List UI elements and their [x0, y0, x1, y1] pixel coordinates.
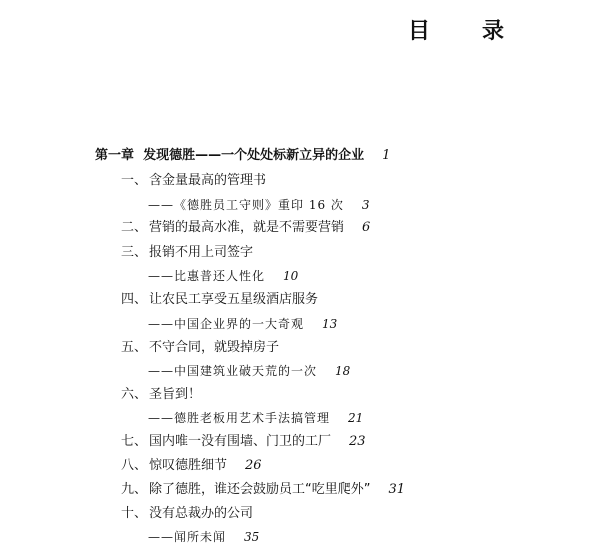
title-char-2: 录 — [481, 19, 504, 44]
page-number: 10 — [283, 269, 299, 283]
toc-subentry — [148, 315, 337, 333]
toc-subentry — [148, 362, 350, 380]
toc-entry — [121, 339, 279, 357]
toc-subentry — [148, 267, 298, 285]
entry-title: 惊叹德胜细节 — [149, 458, 228, 473]
entry-title: 不守合同，就毁掉房子 — [149, 340, 280, 355]
subentry-title: ——比惠普还人性化 — [148, 269, 266, 283]
entry-title: 含金量最高的管理书 — [149, 173, 267, 188]
page-number: 3 — [361, 198, 370, 212]
entry-number: 四、 — [121, 292, 148, 307]
page-number: 31 — [388, 482, 406, 497]
subentry-title: ——中国企业界的一大奇观 — [148, 317, 305, 331]
entry-title: 报销不用上司签字 — [149, 245, 254, 260]
entry-number: 三、 — [121, 245, 148, 260]
page-number: 1 — [382, 148, 391, 163]
toc-subentry — [148, 528, 259, 546]
toc-entry — [121, 457, 262, 475]
entry-number: 六、 — [121, 387, 148, 402]
toc-entry — [121, 481, 405, 499]
chapter-number: 第一章 — [95, 148, 135, 163]
toc-entry — [121, 386, 201, 404]
toc-chapter-1 — [95, 147, 390, 165]
entry-number: 五、 — [121, 340, 148, 355]
entry-title: 除了德胜，谁还会鼓励员工“吃里爬外” — [149, 482, 371, 497]
toc-entry — [121, 244, 253, 262]
subentry-title: ——闻所未闻 — [148, 530, 227, 544]
entry-number: 七、 — [121, 434, 148, 449]
entry-number: 八、 — [121, 458, 148, 473]
toc-entry — [121, 219, 370, 237]
entry-number: 二、 — [121, 220, 148, 235]
page-number: 21 — [348, 411, 364, 425]
subentry-title: ——《德胜员工守则》重印 16 次 — [148, 198, 344, 212]
entry-number: 十、 — [121, 506, 148, 521]
entry-title: 没有总裁办的公司 — [149, 506, 254, 521]
chapter-title: 发现德胜——一个处处标新立异的企业 — [143, 148, 365, 163]
page-number: 6 — [362, 220, 371, 235]
toc-entry — [121, 291, 318, 309]
page-number: 35 — [244, 530, 260, 544]
page-number: 23 — [349, 434, 366, 449]
toc-entry — [121, 505, 253, 523]
entry-title: 营销的最高水准，就是不需要营销 — [149, 220, 345, 235]
subentry-title: ——德胜老板用艺术手法搞管理 — [148, 411, 331, 425]
subentry-title: ——中国建筑业破天荒的一次 — [148, 364, 318, 378]
toc-subentry — [148, 196, 370, 214]
entry-number: 一、 — [121, 173, 148, 188]
entry-title: 圣旨到！ — [149, 387, 202, 402]
toc-entry — [121, 433, 366, 451]
page-number: 18 — [335, 364, 351, 378]
toc-subentry — [148, 409, 363, 427]
toc-entry — [121, 172, 266, 190]
title-char-1: 目 — [408, 19, 431, 44]
page-title — [408, 14, 504, 45]
page-number: 13 — [322, 317, 338, 331]
entry-title: 国内唯一没有围墙、门卫的工厂 — [149, 434, 332, 449]
page-number: 26 — [245, 458, 262, 473]
entry-title: 让农民工享受五星级酒店服务 — [149, 292, 319, 307]
entry-number: 九、 — [121, 482, 148, 497]
